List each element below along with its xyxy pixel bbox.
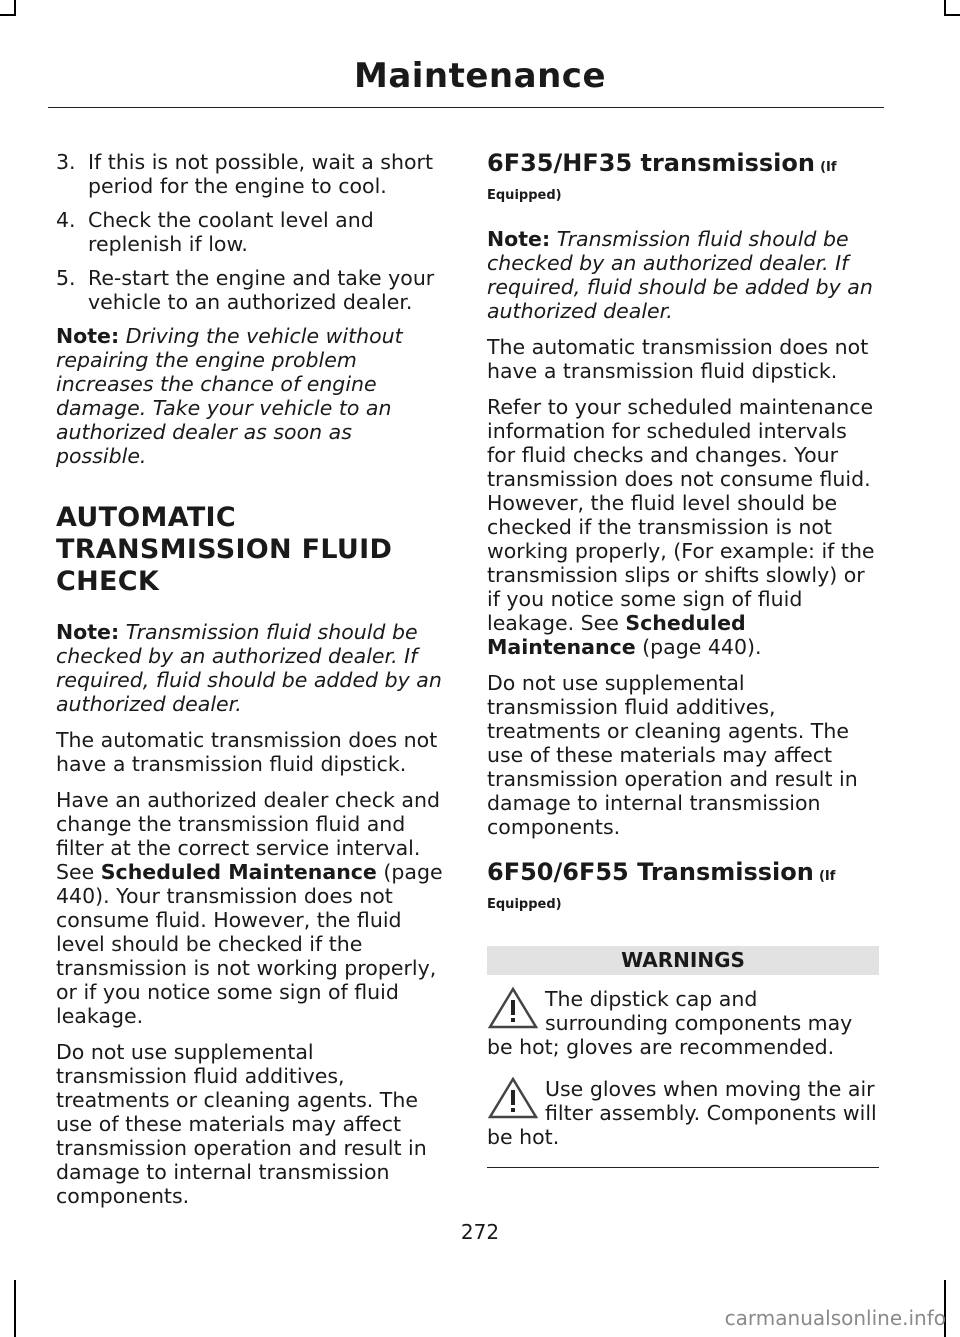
crop-mark-top-left-h: [0, 14, 16, 16]
header-divider: [48, 107, 884, 108]
warnings-divider: [487, 1167, 879, 1168]
scheduled-maintenance-link[interactable]: Scheduled Maintenance: [100, 860, 377, 884]
crop-mark-top-right-h: [944, 14, 960, 16]
warning-text: Use gloves when moving the air filter assembly. Components will be hot.: [487, 1077, 877, 1149]
warning-triangle-icon: [487, 1076, 539, 1120]
step-number: 5.: [56, 266, 76, 290]
heading-line: AUTOMATIC: [56, 502, 237, 533]
paragraph-text: (page 440).: [642, 635, 762, 659]
paragraph-text: (page 440). Your transmission does not consume fluid. However, the fluid level should be checked if the transmission is not working properly, or if you notice some sign of fluid leakage.: [56, 860, 443, 1028]
crop-mark-bottom-left: [14, 1280, 16, 1337]
warning-item: [487, 987, 879, 1059]
warnings-title: WARNINGS: [487, 946, 879, 975]
heading-main: 6F35/HF35 transmission: [487, 149, 815, 177]
note-engine-damage: [56, 324, 448, 468]
note-text: Transmission fluid should be checked by an authorized dealer. If required, fluid should be added by an authorized dealer.: [56, 620, 442, 716]
note-text: Transmission fluid should be checked by an authorized dealer. If required, fluid should be added by an authorized dealer.: [487, 227, 873, 323]
paragraph: [56, 788, 448, 1028]
section-heading: [56, 502, 448, 598]
note-label: Note:: [56, 324, 120, 348]
step-list: [56, 150, 448, 314]
paragraph: Do not use supplemental transmission fluid additives, treatments or cleaning agents. The use of these materials may affect transmission operation and result in damage to internal transmission components.: [487, 671, 858, 839]
step-text: Check the coolant level and replenish if low.: [88, 208, 374, 256]
step-text: If this is not possible, wait a short period for the engine to cool.: [88, 150, 433, 198]
list-item: [56, 266, 448, 314]
subsection-heading: [487, 859, 879, 918]
subsection-heading: [487, 150, 879, 209]
list-item: [56, 208, 448, 256]
step-number: 4.: [56, 208, 76, 232]
right-column: [487, 150, 879, 1168]
note-dealer: [487, 227, 879, 323]
heading-qualifier: (If Equipped): [487, 869, 836, 912]
heading-line: CHECK: [56, 566, 160, 597]
paragraph-text: Refer to your scheduled maintenance information for scheduled intervals for fluid checks and changes. Your transmission does not consume fluid. However, the fluid level should be checked if the transmission is not working properly, (For example: if the transmission slips or shifts slowly) or if you notice some sign of fluid leakage. See: [487, 395, 875, 635]
heading-main: 6F50/6F55 Transmission: [487, 858, 814, 886]
paragraph: [487, 395, 879, 659]
step-text: Re-start the engine and take your vehicle to an authorized dealer.: [88, 266, 435, 314]
left-column: [56, 150, 448, 1220]
step-number: 3.: [56, 150, 76, 174]
page-number: 272: [460, 1220, 500, 1244]
paragraph: The automatic transmission does not have a transmission fluid dipstick.: [487, 335, 869, 383]
warning-triangle-icon: [487, 986, 539, 1030]
warning-text: The dipstick cap and surrounding components may be hot; gloves are recommended.: [487, 987, 853, 1059]
list-item: [56, 150, 448, 198]
paragraph-text: Have an authorized dealer check and change the transmission fluid and filter at the correct service interval. See: [56, 788, 441, 884]
paragraph: Do not use supplemental transmission fluid additives, treatments or cleaning agents. The use of these materials may affect transmission operation and result in damage to internal transmission components.: [56, 1040, 427, 1208]
heading-qualifier: (If Equipped): [487, 160, 837, 203]
paragraph: The automatic transmission does not have a transmission fluid dipstick.: [56, 728, 438, 776]
warning-item: [487, 1077, 879, 1149]
page-title: Maintenance: [353, 56, 607, 96]
scheduled-maintenance-link[interactable]: Scheduled Maintenance: [487, 611, 746, 659]
note-label: Note:: [56, 620, 120, 644]
heading-line: TRANSMISSION FLUID: [56, 534, 393, 565]
watermark: carmanualsonline.info: [724, 1306, 946, 1330]
note-label: Note:: [487, 227, 551, 251]
note-text: Driving the vehicle without repairing the engine problem increases the chance of engine damage. Take your vehicle to an authorized dealer as soon as possible.: [56, 324, 403, 468]
note-dealer: [56, 620, 448, 716]
